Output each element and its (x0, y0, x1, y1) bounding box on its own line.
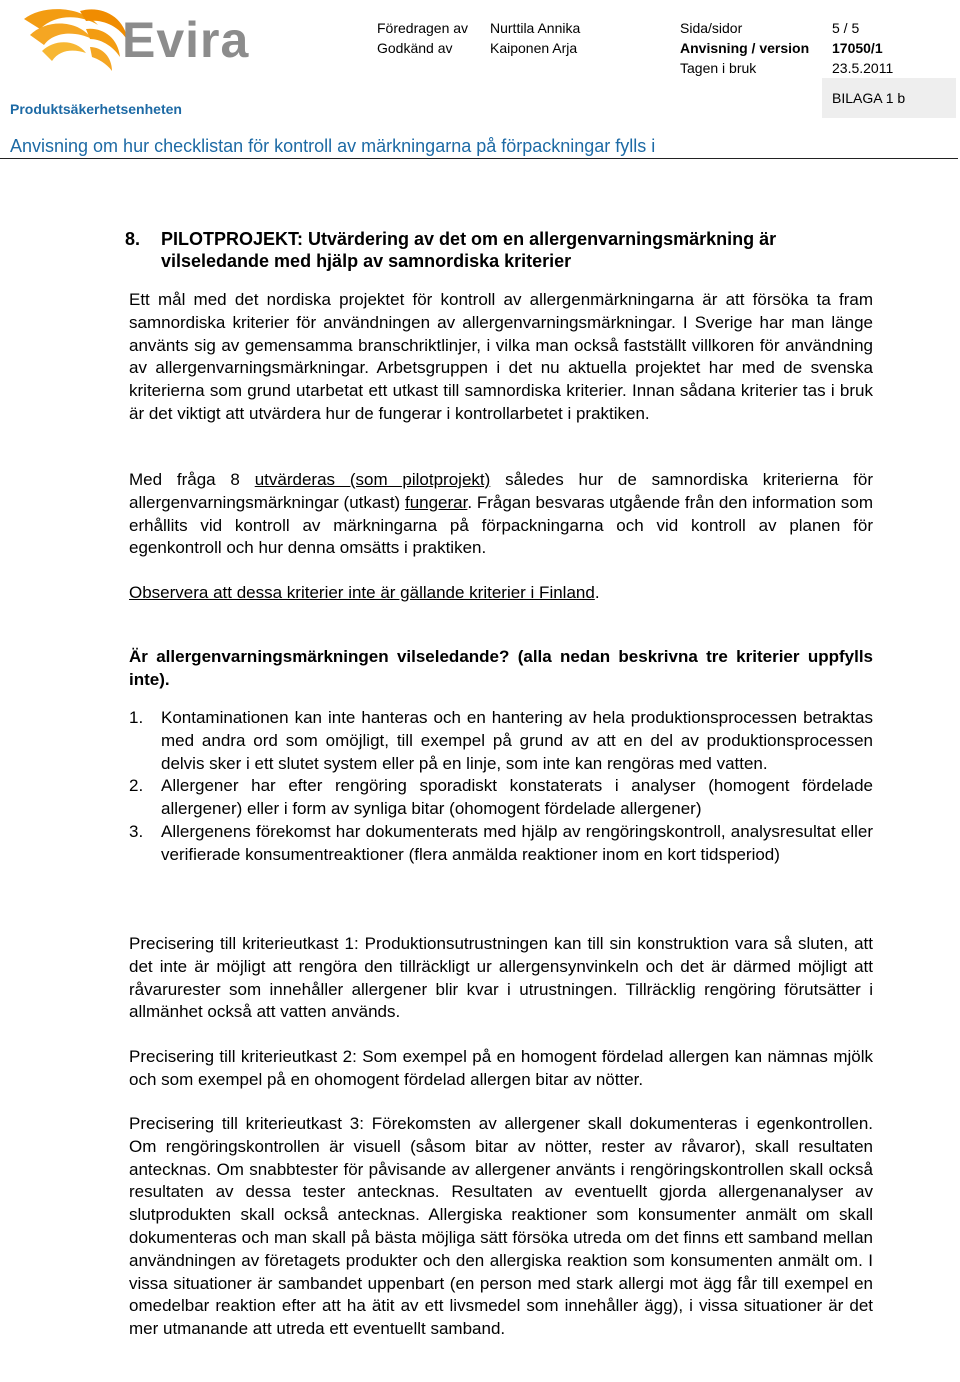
finland-note-end: . (594, 583, 600, 602)
question-heading: Är allergenvarningsmärkningen vilseledande? (alla nedan beskrivna tre kriterier uppfylls inte). (129, 647, 873, 689)
page-label: Sida/sidor (680, 20, 743, 36)
criteria-list (129, 707, 873, 867)
evira-logo (20, 5, 255, 77)
presented-by-label: Föredragen av (377, 20, 469, 36)
criterion-text: Kontaminationen kan inte hanteras och en hantering av hela produktionsprocessen betraktas med andra ord som omöjligt, till exempel på grund av att en del av produktionsprocessen delvis sker i ett slutet system eller på en linje, som inte kan rengöras med vatten. (161, 708, 873, 773)
criterion-number: 3. (129, 821, 144, 841)
q8-text-b: således hur de samnordiska kriterierna för allergenvarningsmärkningar (utkast) (129, 470, 874, 512)
list-item (129, 707, 873, 775)
version-value: 17050/1 (832, 40, 883, 56)
intro-paragraph: Ett mål med det nordiska projektet för kontroll av allergenmärkningarna är att försöka ta fram samnordiska kriterier för användningen av allergenvarningsmärkningar. I Sverige har man länge använts sig av gemensamma branschriktlinjer, i vilka man också fastställt villkoren för användning av allergenvarningsmärkningar. Arbetsgruppen i det nu aktuella projektet har med de svenska kriterierna som grund utarbetat ett utkast till samnordiska kriterier. Innan sådana kriterier tas i bruk är det viktigt att utvärdera hur de fungerar i kontrollarbetet i praktiken. (129, 290, 873, 423)
question-8-paragraph (129, 469, 873, 560)
criterion-number: 2. (129, 776, 144, 796)
presented-by-value: Nurttila Annika (490, 20, 581, 36)
approved-by-label: Godkänd av (377, 40, 453, 56)
list-item (129, 821, 873, 867)
header-divider (0, 158, 958, 159)
list-item (129, 775, 873, 821)
wings-icon (20, 5, 130, 77)
criterion-text: Allergener har efter rengöring sporadiskt konstaterats i analyser (homogent fördelade allergener) eller i form av synliga bitar (ohomogent fördelade allergener) (161, 776, 873, 819)
document-title: Anvisning om hur checklistan för kontroll av märkningarna på förpackningar fylls i (10, 136, 656, 156)
criterion-text: Allergenens förekomst har dokumenterats med hjälp av rengöringskontroll, analysresultat eller verifierade konsumentreaktioner (flera anmälda reaktioner inom en kort tidsperiod) (161, 821, 873, 864)
q8-text-c: . Frågan besvaras utgående från den information som erhållits vid kontroll av märkningarna på förpackningarna och vid kontroll av planen för egenkontroll och hur denna omsätts i praktiken. (129, 492, 873, 558)
finland-note (129, 582, 873, 605)
approved-by-value: Kaiponen Arja (490, 40, 578, 56)
section-title: PILOTPROJEKT: Utvärdering av det om en allergenvarningsmärkning är vilseledande med hjälp av samnordiska kriterier (161, 229, 777, 271)
page-value: 5 / 5 (832, 20, 860, 36)
clarification-3: Precisering till kriterieutkast 3: Förekomsten av allergener skall dokumenteras i egenkontrollen. Om rengöringskontrollen är visuell (såsom bitar av nötter, rester av råvaror), skall resultaten antecknas. Om snabbtester för påvisande av allergener använts i rengöringskontrollen skall också resultaten av dessa tester antecknas. Resultaten av eventuellt gjorda allergenanalyser av slutprodukten skall också antecknas. Allergiska reaktioner som konsumenter anmält om skall dokumenteras och man skall på bästa möjliga sätt försöka utreda om det finns ett samband mellan användningen av företagets produkter och den allergiska reaktion som konsumenten anmält om. I vissa situationer är sambandet uppenbart (en person med stark allergi mot ägg får till exempel en omedelbar reaktion efter att ha ätit av ett livsmedel som innehåller ägg), i vissa situationer är det mer utmanande att utreda ett eventuellt samband. (129, 1114, 873, 1339)
criterion-number: 1. (129, 708, 144, 727)
appendix-badge: BILAGA 1 b (822, 78, 956, 118)
version-label: Anvisning / version (680, 40, 810, 56)
clarification-1: Precisering till kriterieutkast 1: Produktionsutrustningen kan till sin konstruktion vara så sluten, att det inte är möjligt att rengöra den tillräckligt ur allergensynvinkeln och det är därmed möjligt att råvarurester som innehåller allergener blir kvar i utrustningen. Tillräcklig rengöring förutsätter i allmänhet också att vatten används. (129, 934, 873, 1022)
q8-underlined-2: fungerar (404, 492, 468, 512)
clarification-2: Precisering till kriterieutkast 2: Som exempel på en homogent fördelad allergen kan nämnas mjölk och som exempel på en ohomogent fördelad allergen bitar av nötter. (129, 1047, 873, 1089)
q8-text-a: Med fråga 8 (129, 470, 255, 489)
finland-note-underlined: Observera att dessa kriterier inte är gällande kriterier i Finland (129, 583, 595, 602)
unit-name: Produktsäkerhetsenheten (10, 101, 182, 117)
in-use-value: 23.5.2011 (832, 60, 894, 76)
section-number: 8. (125, 229, 141, 249)
section-heading (125, 228, 873, 272)
in-use-label: Tagen i bruk (680, 60, 757, 76)
logo-wordmark: Evira (122, 12, 250, 68)
q8-underlined-1: utvärderas (som pilotprojekt) (254, 470, 491, 489)
